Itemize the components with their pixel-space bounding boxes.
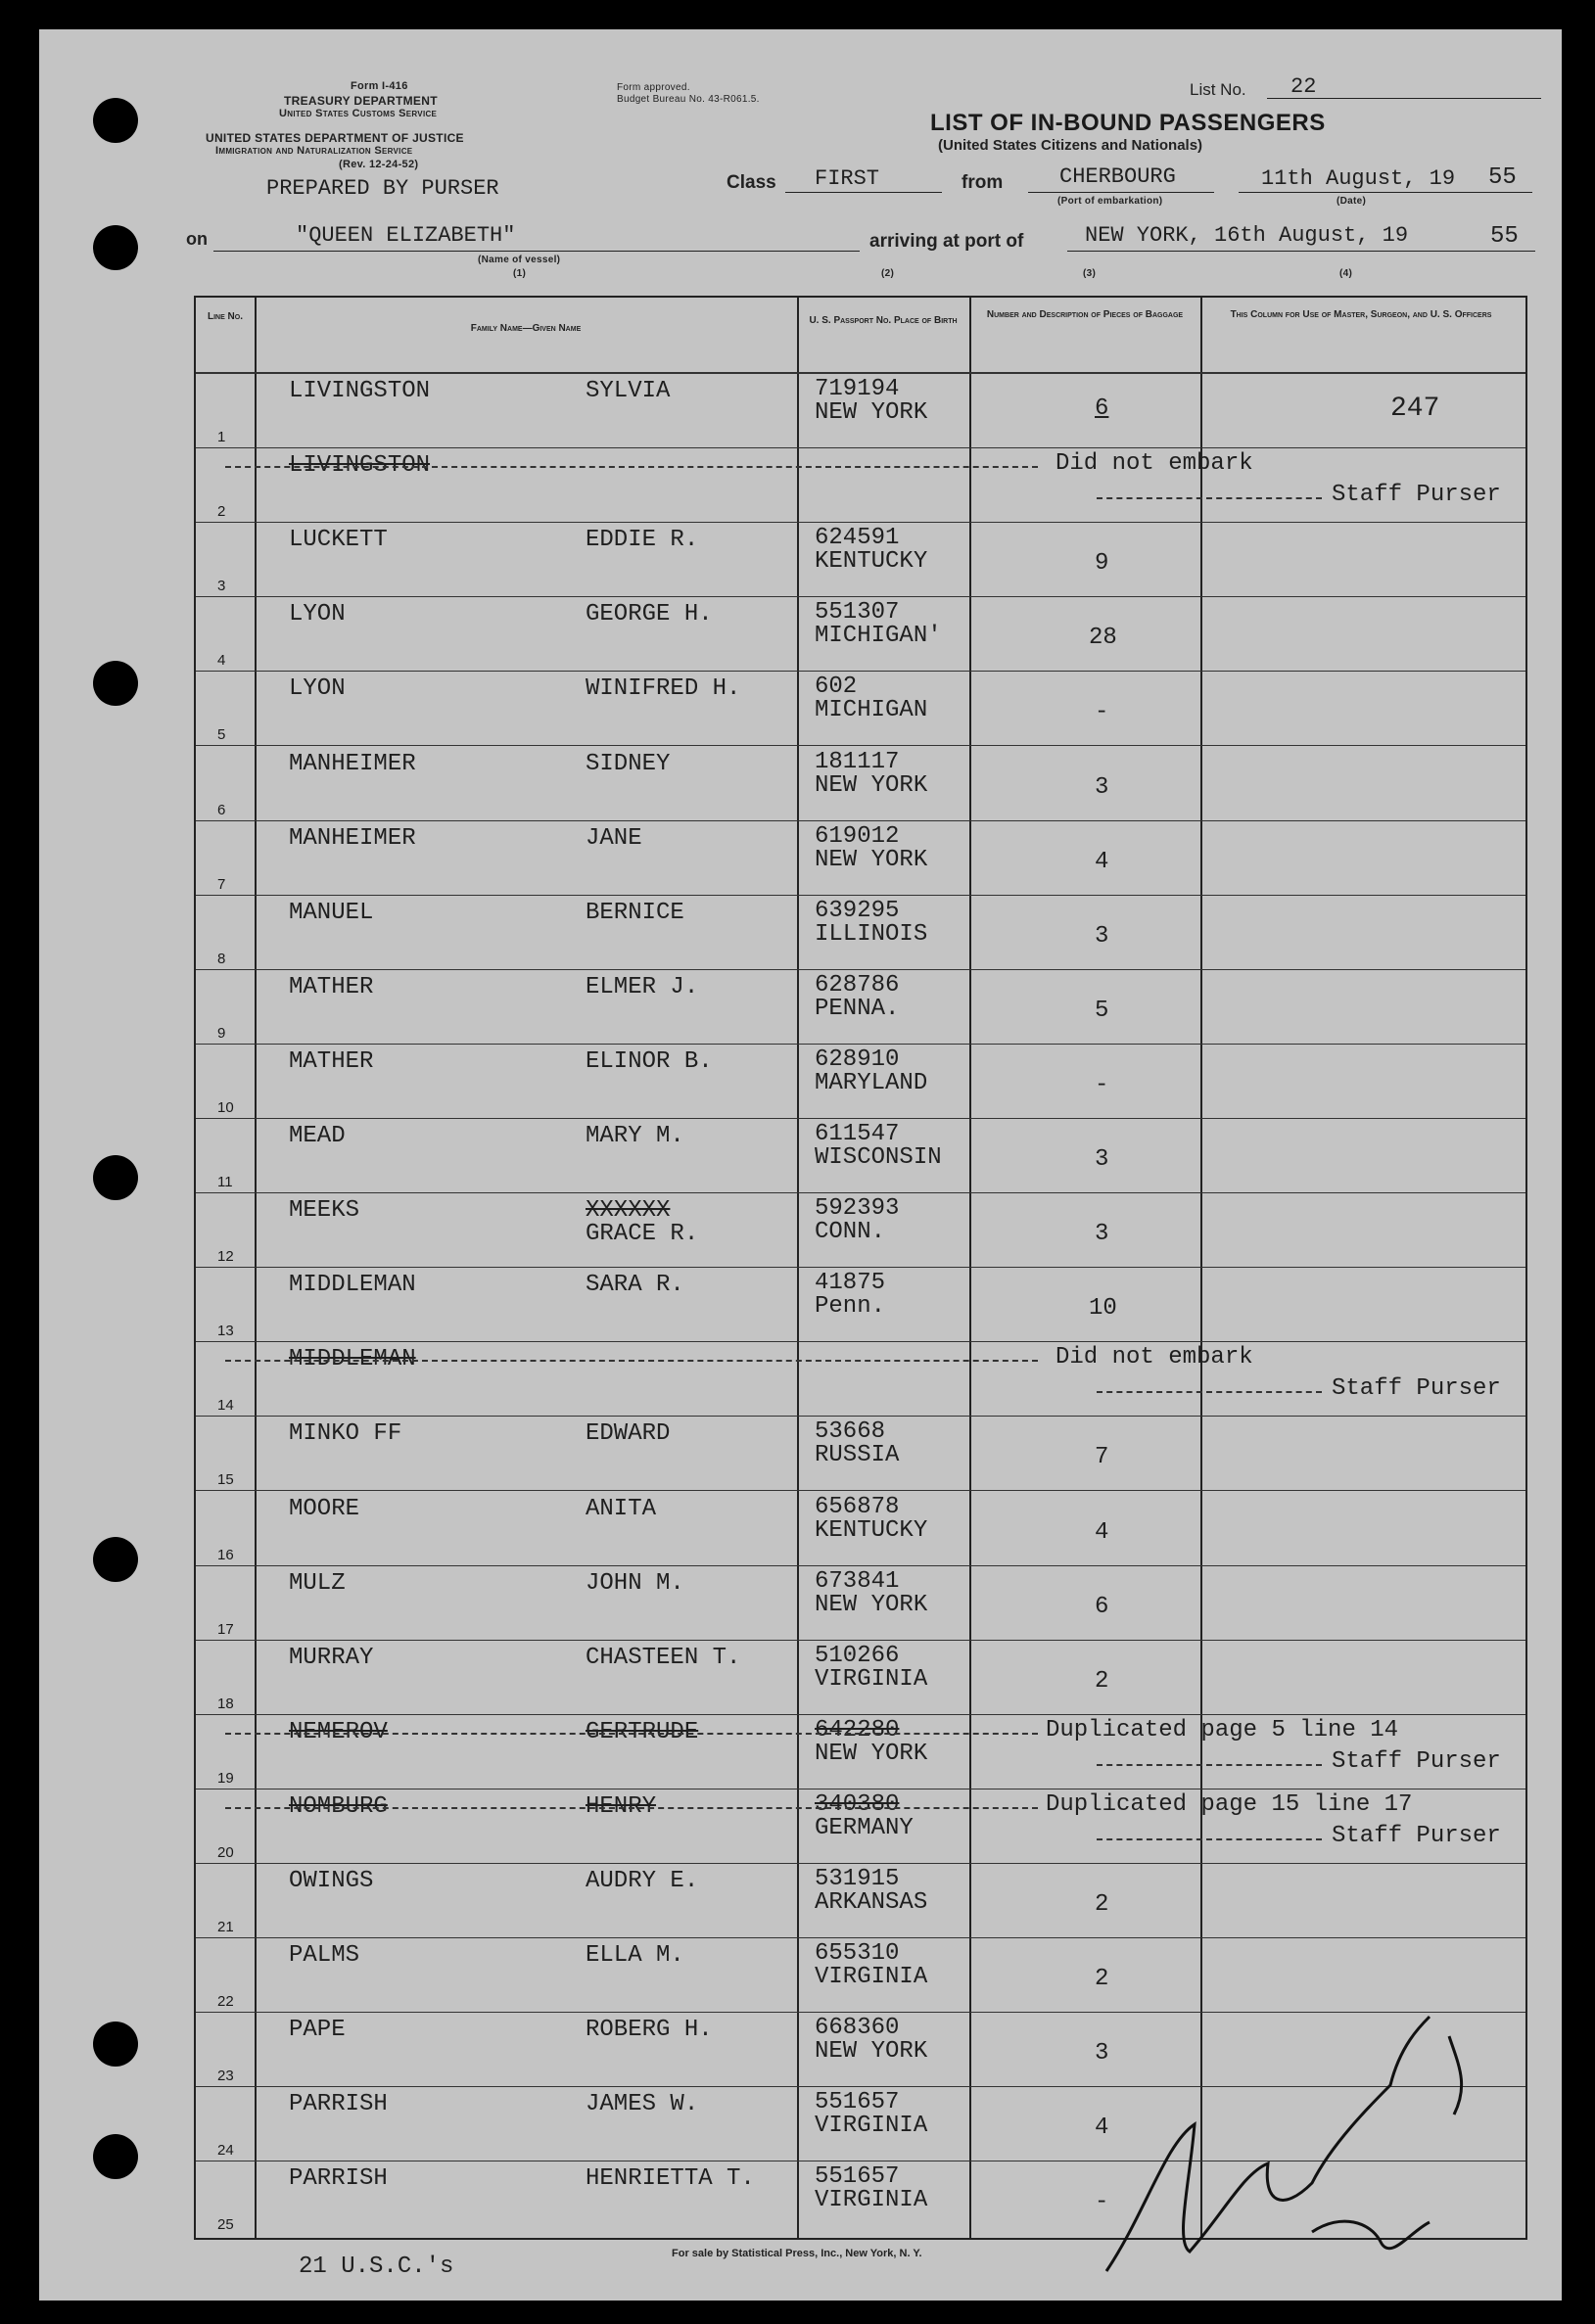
line-number: 1 (217, 429, 226, 445)
passport-number: 628910 (815, 1046, 900, 1073)
baggage-count: 3 (1095, 2040, 1109, 2068)
family-name: OWINGS (289, 1868, 374, 1894)
table-row (196, 1789, 1525, 1865)
departure-year: 55 (1488, 164, 1517, 191)
place-of-birth: VIRGINIA (815, 2113, 928, 2140)
passport-number: 656878 (815, 1493, 900, 1520)
family-name: PALMS (289, 1942, 360, 1970)
table-row (196, 1193, 1525, 1269)
passport-number: 655310 (815, 1940, 900, 1968)
table-row (196, 1938, 1525, 2014)
baggage-count: 10 (1089, 1295, 1117, 1323)
place-of-birth: MARYLAND (815, 1069, 928, 1096)
baggage-count: 4 (1095, 2115, 1109, 2142)
baggage-count: 6 (1095, 1593, 1109, 1620)
given-name: GERTRUDE (586, 1718, 699, 1745)
place-of-birth: NEW YORK (815, 1740, 928, 1767)
passport-number: 624591 (815, 525, 900, 552)
line-number: 25 (217, 2216, 234, 2234)
place-of-birth: MICHIGAN' (815, 623, 942, 650)
port-embark-caption: (Port of embarkation) (1057, 196, 1163, 207)
list-label: List No. (1190, 80, 1246, 99)
punch-hole (93, 1155, 138, 1200)
line-number: 13 (217, 1323, 234, 1340)
passport-number: 611547 (815, 1121, 900, 1147)
place-of-birth: KENTUCKY (815, 1516, 928, 1544)
given-name: ELLA M. (586, 1942, 684, 1970)
col-header-passport: U. S. Passport No. Place of Birth (809, 315, 958, 326)
departure-date: 11th August, 19 (1261, 166, 1456, 191)
family-name: PARRISH (289, 2165, 388, 2193)
line-number: 19 (217, 1769, 234, 1787)
line-number: 15 (217, 1471, 234, 1489)
col-header-line: Line No. (207, 311, 243, 322)
given-name: HENRIETTA T. (586, 2165, 755, 2193)
date-caption: (Date) (1337, 196, 1367, 207)
baggage-count: 4 (1095, 848, 1109, 875)
table-row (196, 448, 1525, 524)
baggage-count: 2 (1095, 1966, 1109, 1993)
page-subtitle: (United States Citizens and Nationals) (938, 137, 1203, 154)
table-row (196, 1566, 1525, 1642)
line-number: 18 (217, 1695, 234, 1712)
list-number: 22 (1290, 74, 1317, 99)
from-label: from (962, 172, 1004, 193)
given-name: SIDNEY (586, 750, 671, 777)
punch-hole (93, 661, 138, 706)
family-name: MANHEIMER (289, 750, 416, 777)
place-of-birth: NEW YORK (815, 399, 928, 426)
ins-service: Immigration and Naturalization Service (215, 145, 413, 157)
baggage-count: 3 (1095, 1221, 1109, 1248)
place-of-birth: RUSSIA (815, 1442, 900, 1469)
family-name: MIDDLEMAN (289, 1272, 416, 1299)
line-number: 20 (217, 1843, 234, 1861)
staff-purser-label: Staff Purser (1332, 1375, 1501, 1403)
form-number: Form I-416 (351, 80, 408, 92)
given-name: JAMES W. (586, 2091, 699, 2118)
family-name: LYON (289, 601, 346, 628)
page-title: LIST OF IN-BOUND PASSENGERS (930, 110, 1326, 136)
line-number: 21 (217, 1919, 234, 1935)
table-row (196, 2013, 1525, 2088)
line-number: 24 (217, 2142, 234, 2160)
place-of-birth: CONN. (815, 1219, 886, 1246)
punch-hole (93, 98, 138, 143)
form-approved: Form approved. (617, 82, 690, 93)
class-value: FIRST (815, 166, 880, 191)
passport-number: 181117 (815, 748, 900, 775)
passport-number: 619012 (815, 822, 900, 850)
baggage-count: 5 (1095, 997, 1109, 1024)
table-row (196, 1268, 1525, 1343)
place-of-birth: ARKANSAS (815, 1889, 928, 1916)
family-name: PARRISH (289, 2091, 388, 2118)
table-row (196, 523, 1525, 598)
family-name: NOMBURG (289, 1792, 388, 1820)
table-row (196, 747, 1525, 822)
table-row (196, 1715, 1525, 1790)
given-name: AUDRY E. (586, 1868, 699, 1894)
place-of-birth: Penn. (815, 1293, 886, 1321)
baggage-count: 9 (1095, 550, 1109, 578)
table-row (196, 597, 1525, 673)
family-name: MINKO FF (289, 1420, 402, 1448)
on-label: on (186, 229, 208, 249)
caption-2: (2) (881, 268, 895, 279)
passport-number: 592393 (815, 1195, 900, 1223)
table-row (196, 970, 1525, 1046)
family-name: MANUEL (289, 899, 374, 926)
place-of-birth: VIRGINIA (815, 1964, 928, 1991)
given-name: ANITA (586, 1495, 657, 1522)
form-revision: (Rev. 12-24-52) (339, 159, 419, 170)
passport-number: 551307 (815, 599, 900, 627)
table-row (196, 821, 1525, 897)
arriving-label: arriving at port of (869, 231, 1024, 252)
family-name: PAPE (289, 2017, 346, 2044)
place-of-birth: NEW YORK (815, 846, 928, 873)
line-number: 7 (217, 875, 226, 893)
passport-number: 668360 (815, 2015, 900, 2042)
given-name: SARA R. (586, 1272, 684, 1299)
given-name: JANE (586, 824, 642, 852)
staff-purser-label: Staff Purser (1332, 482, 1501, 509)
passport-number: 510266 (815, 1642, 900, 1669)
family-name: NEMEROV (289, 1718, 388, 1745)
place-of-birth: GERMANY (815, 1814, 914, 1841)
given-name: JOHN M. (586, 1569, 684, 1597)
customs-service: United States Customs Service (279, 108, 438, 119)
treasury-dept: TREASURY DEPARTMENT (284, 94, 438, 108)
given-name: HENRY (586, 1792, 657, 1820)
given-name: ROBERG H. (586, 2017, 713, 2044)
line-number: 6 (217, 801, 226, 818)
family-name: LYON (289, 675, 346, 703)
family-name: MOORE (289, 1495, 360, 1522)
passport-number: 551657 (815, 2089, 900, 2116)
col-header-baggage: Number and Description of Pieces of Baggage (986, 309, 1184, 320)
table-row (196, 896, 1525, 971)
budget-bureau: Budget Bureau No. 43-R061.5. (617, 94, 760, 105)
vessel-name: "QUEEN ELIZABETH" (296, 223, 516, 248)
line-number: 4 (217, 652, 226, 670)
place-of-birth: NEW YORK (815, 771, 928, 799)
caption-4: (4) (1339, 268, 1353, 279)
passport-number: 602 (815, 674, 858, 701)
col-header-name: Family Name—Given Name (470, 323, 582, 334)
table-row (196, 1417, 1525, 1492)
table-row (196, 374, 1525, 449)
family-name: MURRAY (289, 1644, 374, 1671)
passenger-table (194, 296, 1527, 2240)
line-note: Did not embark (1056, 1344, 1253, 1371)
table-row (196, 1342, 1525, 1418)
line-number: 3 (217, 578, 226, 595)
line-note: Did not embark (1056, 450, 1253, 478)
place-of-birth: NEW YORK (815, 1591, 928, 1618)
passport-number: 340380 (815, 1790, 900, 1818)
baggage-count: 3 (1095, 773, 1109, 801)
passport-number: 628786 (815, 971, 900, 999)
baggage-count: 6 (1095, 395, 1109, 422)
struck-given-name: XXXXXX (586, 1197, 671, 1225)
baggage-count: 4 (1095, 1518, 1109, 1546)
staff-purser-label: Staff Purser (1332, 1747, 1501, 1775)
printer-credit: For sale by Statistical Press, Inc., New York, N. Y. (672, 2248, 922, 2259)
punch-hole (93, 2134, 138, 2179)
col-header-officers: This Column for Use of Master, Surgeon, and U. S. Officers (1230, 309, 1492, 320)
passport-number: 719194 (815, 376, 900, 402)
justice-dept: UNITED STATES DEPARTMENT OF JUSTICE (206, 131, 464, 145)
vessel-caption: (Name of vessel) (478, 255, 561, 265)
class-label: Class (727, 172, 776, 193)
baggage-count: - (1095, 1071, 1109, 1098)
table-row (196, 1045, 1525, 1120)
table-row (196, 2161, 1525, 2237)
line-number: 2 (217, 503, 226, 521)
place-of-birth: WISCONSIN (815, 1144, 942, 1171)
given-name: MARY M. (586, 1123, 684, 1149)
given-name: ELMER J. (586, 973, 699, 1000)
place-of-birth: VIRGINIA (815, 2187, 928, 2214)
line-number: 8 (217, 950, 226, 967)
manifest-page (39, 29, 1562, 2301)
family-name: MIDDLEMAN (289, 1346, 416, 1373)
given-name: ELINOR B. (586, 1047, 713, 1075)
line-number: 11 (217, 1174, 233, 1190)
given-name: BERNICE (586, 899, 684, 926)
line-number: 14 (217, 1397, 234, 1415)
table-row (196, 1119, 1525, 1194)
punch-hole (93, 2022, 138, 2067)
line-number: 22 (217, 1993, 234, 2011)
officer-mark: 247 (1390, 394, 1440, 424)
family-name: MULZ (289, 1569, 346, 1597)
place-of-birth: MICHIGAN (815, 697, 928, 724)
baggage-count: - (1095, 2189, 1109, 2216)
given-name: SYLVIA (586, 378, 671, 404)
given-name: EDDIE R. (586, 527, 699, 554)
passport-number: 53668 (815, 1418, 886, 1446)
staff-purser-label: Staff Purser (1332, 1822, 1501, 1849)
baggage-count: 28 (1089, 625, 1117, 652)
family-name: LIVINGSTON (289, 378, 431, 404)
given-name: WINIFRED H. (586, 675, 741, 703)
line-number: 10 (217, 1098, 234, 1116)
baggage-count: 2 (1095, 1891, 1109, 1918)
family-name: MEAD (289, 1123, 346, 1149)
place-of-birth: NEW YORK (815, 2038, 928, 2066)
place-of-birth: VIRGINIA (815, 1665, 928, 1693)
table-row (196, 672, 1525, 747)
passport-number: 639295 (815, 897, 900, 924)
table-row (196, 1492, 1525, 1567)
place-of-birth: PENNA. (815, 995, 900, 1022)
passport-number: 642280 (815, 1716, 900, 1743)
family-name: MEEKS (289, 1197, 360, 1225)
punch-hole (93, 1537, 138, 1582)
caption-3: (3) (1083, 268, 1097, 279)
passport-number: 551657 (815, 2163, 900, 2191)
baggage-count: 2 (1095, 1667, 1109, 1695)
line-number: 16 (217, 1546, 234, 1563)
line-number: 12 (217, 1248, 234, 1266)
passport-number: 41875 (815, 1270, 886, 1297)
total-citizens: 21 U.S.C.'s (299, 2254, 454, 2280)
place-of-birth: ILLINOIS (815, 920, 928, 948)
line-note: Duplicated page 5 line 14 (1046, 1716, 1399, 1743)
punch-hole (93, 225, 138, 270)
passport-number: 673841 (815, 1567, 900, 1595)
line-number: 17 (217, 1620, 234, 1638)
given-name: GRACE R. (586, 1221, 699, 1248)
given-name: GEORGE H. (586, 601, 713, 628)
table-row (196, 2087, 1525, 2162)
line-number: 5 (217, 726, 226, 744)
table-row (196, 1641, 1525, 1716)
family-name: LUCKETT (289, 527, 388, 554)
baggage-count: 3 (1095, 922, 1109, 950)
line-note: Duplicated page 15 line 17 (1046, 1790, 1413, 1818)
family-name: MATHER (289, 973, 374, 1000)
given-name: EDWARD (586, 1420, 671, 1448)
place-of-birth: KENTUCKY (815, 548, 928, 576)
caption-1: (1) (513, 268, 527, 279)
line-number: 9 (217, 1024, 226, 1042)
arrival-year: 55 (1490, 223, 1519, 250)
line-number: 23 (217, 2068, 234, 2085)
baggage-count: 7 (1095, 1444, 1109, 1471)
baggage-count: - (1095, 699, 1109, 726)
arrival-port-date: NEW YORK, 16th August, 19 (1085, 223, 1409, 248)
family-name: LIVINGSTON (289, 452, 431, 480)
prepared-by: PREPARED BY PURSER (266, 176, 499, 201)
family-name: MANHEIMER (289, 824, 416, 852)
passport-number: 531915 (815, 1866, 900, 1892)
baggage-count: 3 (1095, 1146, 1109, 1173)
family-name: MATHER (289, 1047, 374, 1075)
table-row (196, 1864, 1525, 1939)
port-of-embarkation: CHERBOURG (1059, 164, 1176, 189)
given-name: CHASTEEN T. (586, 1644, 741, 1671)
